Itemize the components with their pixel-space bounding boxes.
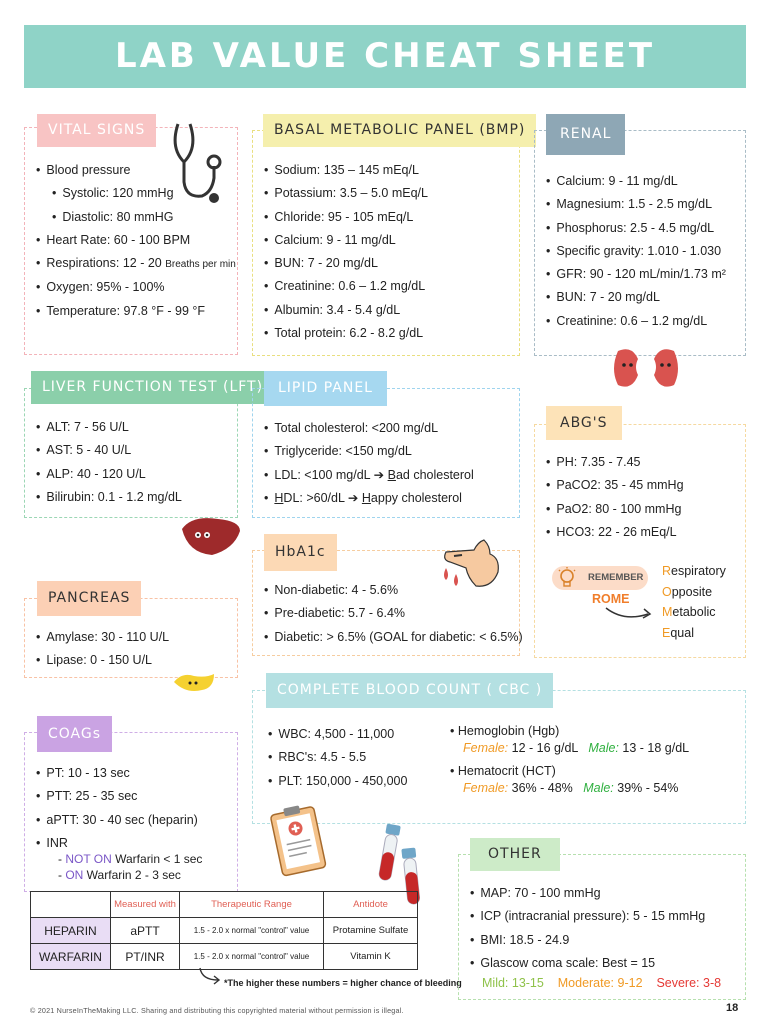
list-item: • BUN: 7 - 20 mg/dL	[546, 286, 726, 309]
table-cell: Vitamin K	[324, 944, 418, 970]
table-header: Antidote	[324, 892, 418, 918]
bmp-heading: BASAL METABOLIC PANEL (BMP)	[263, 114, 536, 147]
list-item: • INR	[36, 832, 198, 855]
title-banner	[24, 25, 746, 88]
hct-label: • Hematocrit (HCT)	[450, 764, 556, 778]
rome-label: ROME	[592, 592, 630, 606]
coag-table	[30, 891, 418, 970]
table-cell: Protamine Sulfate	[324, 918, 418, 944]
other-list	[470, 882, 705, 975]
list-item: • PH: 7.35 - 7.45	[546, 451, 684, 474]
list-item: • PaO2: 80 - 100 mmHg	[546, 498, 684, 521]
gcs-severe: Severe: 3-8	[656, 976, 722, 990]
list-item: • Magnesium: 1.5 - 2.5 mg/dL	[546, 193, 726, 216]
list-item: • Temperature: 97.8 °F - 99 °F	[36, 300, 236, 323]
coags-heading: COAGs	[37, 716, 112, 752]
renal-list	[546, 170, 726, 333]
list-item: • Phosphorus: 2.5 - 4.5 mg/dL	[546, 217, 726, 240]
gcs-scale	[482, 976, 721, 990]
clipboard-icon	[268, 802, 330, 878]
page-title: LAB VALUE CHEAT SHEET	[114, 36, 656, 76]
table-row	[31, 944, 418, 970]
list-item: • Oxygen: 95% - 100%	[36, 276, 236, 299]
vital-signs-list	[36, 159, 236, 323]
pancreas-icon	[172, 670, 216, 696]
list-item: • MAP: 70 - 100 mmHg	[470, 882, 705, 905]
list-item: • Calcium: 9 - 11 mg/dL	[546, 170, 726, 193]
bleeding-note: *The higher these numbers = higher chance of bleeding	[224, 978, 462, 988]
table-cell: 1.5 - 2.0 x normal "control" value	[180, 944, 324, 970]
list-item: • Heart Rate: 60 - 100 BPM	[36, 229, 236, 252]
vital-signs-heading: VITAL SIGNS	[37, 114, 156, 147]
list-item: • ALT: 7 - 56 U/L	[36, 416, 182, 439]
remember-label: REMEMBER	[588, 572, 644, 583]
hgb-ranges: Female: 12 - 16 g/dL Male: 13 - 18 g/dL	[463, 741, 690, 755]
renal-heading: RENAL	[546, 114, 625, 155]
hba1c-heading: HbA1c	[264, 534, 337, 571]
list-item: • Lipase: 0 - 150 U/L	[36, 649, 169, 672]
list-item: • Diabetic: > 6.5% (GOAL for diabetic: < 6.5%)	[264, 626, 523, 649]
inr-details	[58, 852, 202, 883]
gcs-moderate: Moderate: 9-12	[557, 976, 643, 990]
table-header: Therapeutic Range	[180, 892, 324, 918]
cbc-list	[268, 723, 407, 793]
table-header-row	[31, 892, 418, 918]
list-item: • RBC's: 4.5 - 5.5	[268, 746, 407, 769]
rome-mnemonic: Respiratory Opposite Metabolic Equal	[662, 564, 726, 640]
list-item: • WBC: 4,500 - 11,000	[268, 723, 407, 746]
list-item: • Chloride: 95 - 105 mEq/L	[264, 206, 428, 229]
cbc-heading: COMPLETE BLOOD COUNT ( CBC )	[266, 673, 553, 708]
hgb-label: • Hemoglobin (Hgb)	[450, 724, 560, 738]
page-number: 18	[726, 1002, 739, 1014]
list-item: • BMI: 18.5 - 24.9	[470, 929, 705, 952]
list-item: • Respirations: 12 - 20 Breaths per min	[36, 252, 236, 276]
table-cell: HEPARIN	[31, 918, 111, 944]
bmp-list	[264, 159, 428, 345]
table-cell: 1.5 - 2.0 x normal "control" value	[180, 918, 324, 944]
table-cell: WARFARIN	[31, 944, 111, 970]
list-item: • HDL: >60/dL ➔ Happy cholesterol	[264, 487, 474, 510]
list-item: • AST: 5 - 40 U/L	[36, 439, 182, 462]
table-header	[31, 892, 111, 918]
list-item: • Pre-diabetic: 5.7 - 6.4%	[264, 602, 523, 625]
hct-ranges: Female: 36% - 48% Male: 39% - 54%	[463, 781, 679, 795]
list-item: • Sodium: 135 – 145 mEq/L	[264, 159, 428, 182]
list-item: • Non-diabetic: 4 - 5.6%	[264, 579, 523, 602]
list-item: • aPTT: 30 - 40 sec (heparin)	[36, 809, 198, 832]
list-item: • GFR: 90 - 120 mL/min/1.73 m²	[546, 263, 726, 286]
abgs-heading: ABG'S	[546, 406, 622, 440]
list-item: • Calcium: 9 - 11 mg/dL	[264, 229, 428, 252]
list-item: • PTT: 25 - 35 sec	[36, 785, 198, 808]
list-item: • HCO3: 22 - 26 mEq/L	[546, 521, 684, 544]
list-item: • Specific gravity: 1.010 - 1.030	[546, 240, 726, 263]
lipid-list	[264, 417, 474, 510]
liver-icon	[178, 515, 244, 557]
list-item: • Systolic: 120 mmHg	[36, 182, 236, 205]
lft-list	[36, 416, 182, 509]
lft-heading: LIVER FUNCTION TEST (LFT)	[31, 371, 274, 404]
list-item: • ICP (intracranial pressure): 5 - 15 mmHg	[470, 905, 705, 928]
other-heading: OTHER	[470, 838, 560, 871]
list-item: • Glascow coma scale: Best = 15	[470, 952, 705, 975]
list-item: • Diastolic: 80 mmHG	[36, 206, 236, 229]
note-arrow-icon	[196, 966, 224, 986]
cbc-hgb-hct	[450, 723, 689, 797]
lightbulb-icon	[556, 566, 578, 590]
abgs-list	[546, 451, 684, 544]
table-row	[31, 918, 418, 944]
list-item: • Creatinine: 0.6 – 1.2 mg/dL	[264, 275, 428, 298]
list-item: • Bilirubin: 0.1 - 1.2 mg/dL	[36, 486, 182, 509]
list-item: • Total protein: 6.2 - 8.2 g/dL	[264, 322, 428, 345]
pancreas-list	[36, 626, 169, 673]
list-item: • Triglyceride: <150 mg/dL	[264, 440, 474, 463]
list-item: • Total cholesterol: <200 mg/dL	[264, 417, 474, 440]
list-item: • LDL: <100 mg/dL ➔ Bad cholesterol	[264, 464, 474, 487]
list-item: • PaCO2: 35 - 45 mmHg	[546, 474, 684, 497]
inr-not-on: - NOT ON Warfarin < 1 sec	[58, 852, 203, 866]
curved-arrow-icon	[604, 604, 656, 624]
list-item: • Creatinine: 0.6 – 1.2 mg/dL	[546, 310, 726, 333]
table-header: Measured with	[111, 892, 180, 918]
gcs-mild: Mild: 13-15	[482, 976, 544, 990]
coags-list	[36, 762, 198, 855]
hba1c-list	[264, 579, 523, 649]
list-item: • Amylase: 30 - 110 U/L	[36, 626, 169, 649]
list-item: • PT: 10 - 13 sec	[36, 762, 198, 785]
pancreas-heading: PANCREAS	[37, 581, 141, 616]
list-item: • ALP: 40 - 120 U/L	[36, 463, 182, 486]
list-item: • PLT: 150,000 - 450,000	[268, 770, 407, 793]
inr-on: - ON Warfarin 2 - 3 sec	[58, 867, 181, 882]
list-item: • Potassium: 3.5 – 5.0 mEq/L	[264, 182, 428, 205]
list-item: • Albumin: 3.4 - 5.4 g/dL	[264, 299, 428, 322]
table-cell: aPTT	[111, 918, 180, 944]
lipid-heading: LIPID PANEL	[264, 371, 387, 406]
table-cell: PT/INR	[111, 944, 180, 970]
kidneys-icon	[610, 345, 682, 391]
copyright-footer: © 2021 NurseInTheMaking LLC. Sharing and distributing this copyrighted material without permission is illegal.	[30, 1006, 404, 1015]
list-item: • BUN: 7 - 20 mg/dL	[264, 252, 428, 275]
list-item: • Blood pressure	[36, 159, 236, 182]
